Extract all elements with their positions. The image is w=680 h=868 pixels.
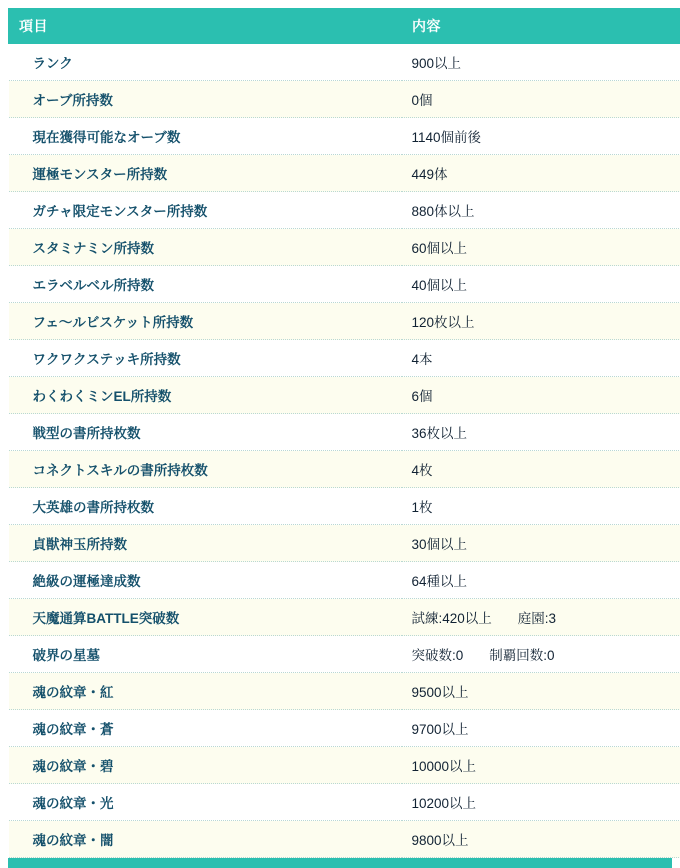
table-cell-value: 1枚	[402, 488, 680, 525]
table-row	[9, 414, 680, 451]
table-row	[9, 229, 680, 266]
value-primary: 試練:420以上	[412, 611, 492, 626]
table-cell-item: 絶級の運極達成数	[9, 562, 402, 599]
table-body	[9, 44, 680, 858]
table-cell-item: 天魔通算BATTLE突破数	[9, 599, 402, 636]
table-cell-item: 破界の星墓	[9, 636, 402, 673]
table-cell-item: スタミナミン所持数	[9, 229, 402, 266]
table-cell-item: ガチャ限定モンスター所持数	[9, 192, 402, 229]
table-row	[9, 192, 680, 229]
table-row	[9, 81, 680, 118]
table-cell-value: 10000以上	[402, 747, 680, 784]
table-row	[9, 636, 680, 673]
table-row	[9, 599, 680, 636]
table-cell-item: ワクワクステッキ所持数	[9, 340, 402, 377]
value-secondary: 庭園:3	[518, 607, 556, 627]
table-cell-item: コネクトスキルの書所持枚数	[9, 451, 402, 488]
column-header-item: 項目	[9, 9, 402, 44]
table-cell-value: 64種以上	[402, 562, 680, 599]
table-cell-value: 40個以上	[402, 266, 680, 303]
table-header	[9, 9, 680, 44]
table-cell-value	[402, 636, 680, 673]
table-cell-value: 900以上	[402, 44, 680, 81]
table-cell-item: 大英雄の書所持枚数	[9, 488, 402, 525]
table-cell-value: 60個以上	[402, 229, 680, 266]
table-row	[9, 821, 680, 858]
table-cell-item: 現在獲得可能なオーブ数	[9, 118, 402, 155]
table-cell-value: 0個	[402, 81, 680, 118]
table-row	[9, 377, 680, 414]
table-cell-value: 1140個前後	[402, 118, 680, 155]
table-row	[9, 44, 680, 81]
table-cell-value: 6個	[402, 377, 680, 414]
table-cell-item: 魂の紋章・光	[9, 784, 402, 821]
table-row	[9, 340, 680, 377]
table-cell-item: フェ〜ルビスケット所持数	[9, 303, 402, 340]
table-row	[9, 562, 680, 599]
table-cell-item: ランク	[9, 44, 402, 81]
table-cell-value	[402, 599, 680, 636]
table-row	[9, 155, 680, 192]
table-cell-value: 120枚以上	[402, 303, 680, 340]
table-cell-item: オーブ所持数	[9, 81, 402, 118]
spec-table	[8, 8, 680, 858]
column-header-value: 内容	[402, 9, 680, 44]
table-cell-value: 880体以上	[402, 192, 680, 229]
table-row	[9, 303, 680, 340]
table-row	[9, 451, 680, 488]
table-cell-item: 魂の紋章・紅	[9, 673, 402, 710]
table-cell-item: わくわくミンEL所持数	[9, 377, 402, 414]
table-cell-item: 運極モンスター所持数	[9, 155, 402, 192]
value-secondary: 制覇回数:0	[489, 644, 554, 664]
table-cell-value: 9800以上	[402, 821, 680, 858]
value-primary: 突破数:0	[412, 648, 464, 663]
table-cell-item: 戦型の書所持枚数	[9, 414, 402, 451]
table-cell-item: 魂の紋章・蒼	[9, 710, 402, 747]
table-row	[9, 266, 680, 303]
table-cell-item: 魂の紋章・闇	[9, 821, 402, 858]
table-row	[9, 525, 680, 562]
table-cell-item: 魂の紋章・碧	[9, 747, 402, 784]
table-cell-value: 449体	[402, 155, 680, 192]
table-row	[9, 710, 680, 747]
table-cell-value: 4枚	[402, 451, 680, 488]
table-cell-value: 30個以上	[402, 525, 680, 562]
table-cell-item: 貞獣神玉所持数	[9, 525, 402, 562]
table-cell-value: 9700以上	[402, 710, 680, 747]
bottom-accent-bar	[8, 858, 672, 868]
table-row	[9, 784, 680, 821]
table-cell-value: 36枚以上	[402, 414, 680, 451]
table-cell-value: 10200以上	[402, 784, 680, 821]
table-cell-item: エラベルベル所持数	[9, 266, 402, 303]
table-row	[9, 673, 680, 710]
table-cell-value: 9500以上	[402, 673, 680, 710]
table-row	[9, 118, 680, 155]
table-row	[9, 747, 680, 784]
table-cell-value: 4本	[402, 340, 680, 377]
table-header-row	[9, 9, 680, 44]
table-row	[9, 488, 680, 525]
